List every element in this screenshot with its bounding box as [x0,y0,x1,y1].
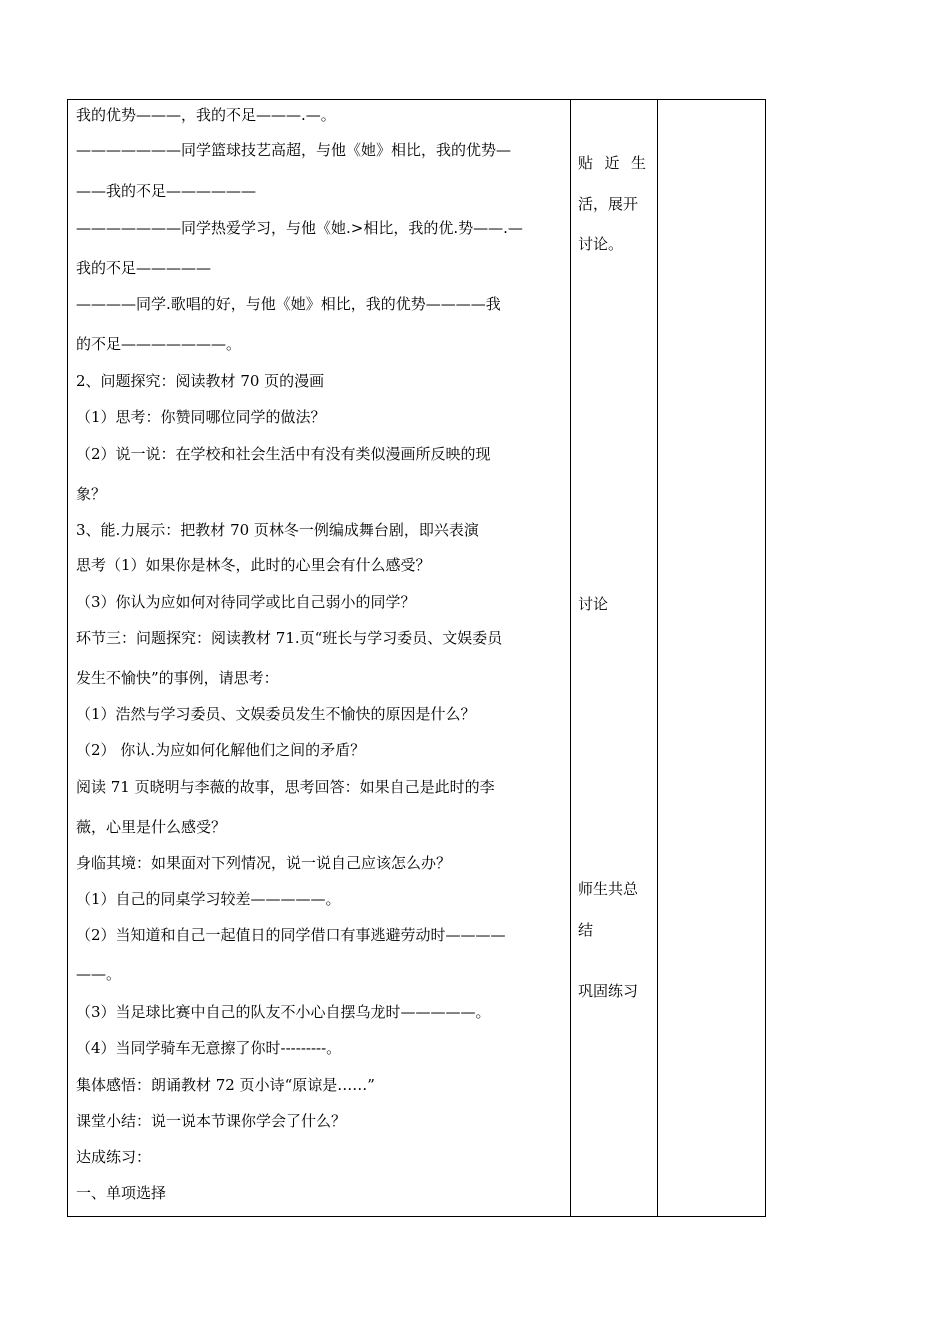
column-divider-1 [570,100,571,1216]
side-note: 师生共总 [578,880,639,898]
text-line: 3、能.力展示：把教材 70 页林冬一例编成舞台剧，即兴表演 [76,521,479,539]
text-line: （3）你认为应如何对待同学或比自己弱小的同学？ [76,593,416,611]
text-line: 思考（1）如果你是林冬，此时的心里会有什么感受？ [76,556,431,574]
text-line: （1）浩然与学习委员、文娱委员发生不愉快的原因是什么？ [76,705,476,723]
text-line: 发生不愉快”的事例，请思考： [76,669,279,687]
side-note: 活，展开 [578,195,639,213]
text-line: （2）当知道和自己一起值日的同学借口有事逃避劳动时———— [76,926,506,944]
side-note: 贴近生 [578,154,646,172]
text-line: 我的不足————— [76,259,212,277]
text-line: 达成练习： [76,1148,152,1166]
text-line: 环节三：问题探究：阅读教材 71.页“班长与学习委员、文娱委员 [76,629,503,647]
text-line: （4）当同学骑车无意擦了你时---------。 [76,1039,342,1057]
text-line: 课堂小结：说一说本节课你学会了什么？ [76,1112,347,1130]
column-divider-2 [657,100,658,1216]
text-line: ———————同学篮球技艺高超，与他《她》相比，我的优势— [76,141,512,159]
text-line: 2、问题探究：阅读教材 70 页的漫画 [76,372,325,390]
text-line: 阅读 71 页晓明与李薇的故事，思考回答：如果自己是此时的李 [76,778,495,796]
side-note: 讨论。 [578,235,624,253]
text-line: 薇，心里是什么感受？ [76,818,227,836]
text-line: 的不足———————。 [76,335,242,353]
text-line: 集体感悟：朗诵教材 72 页小诗“原谅是……” [76,1076,375,1094]
text-line: ——。 [76,965,122,983]
side-note: 结 [578,921,594,939]
text-line: （2） 你认.为应如何化解他们之间的矛盾？ [76,741,366,759]
text-line: ——我的不足—————— [76,182,257,200]
lesson-table [67,99,766,1217]
side-note: 巩固练习 [578,982,639,1000]
text-line: 象？ [76,485,107,503]
text-line: 我的优势———，我的不足———.—。 [76,106,336,124]
text-line: （1）自己的同桌学习较差—————。 [76,890,341,908]
text-line: 一、单项选择 [76,1184,167,1202]
side-note: 讨论 [578,595,609,613]
text-line: 身临其境：如果面对下列情况，说一说自己应该怎么办？ [76,854,452,872]
text-line: （1）思考：你赞同哪位同学的做法？ [76,408,326,426]
text-line: ———————同学热爱学习，与他《她.>相比，我的优.势——.— [76,219,523,237]
text-line: （3）当足球比赛中自己的队友不小心自摆乌龙时—————。 [76,1003,491,1021]
text-line: （2）说一说：在学校和社会生活中有没有类似漫画所反映的现 [76,445,491,463]
text-line: ————同学.歌唱的好，与他《她》相比，我的优势————我 [76,295,501,313]
